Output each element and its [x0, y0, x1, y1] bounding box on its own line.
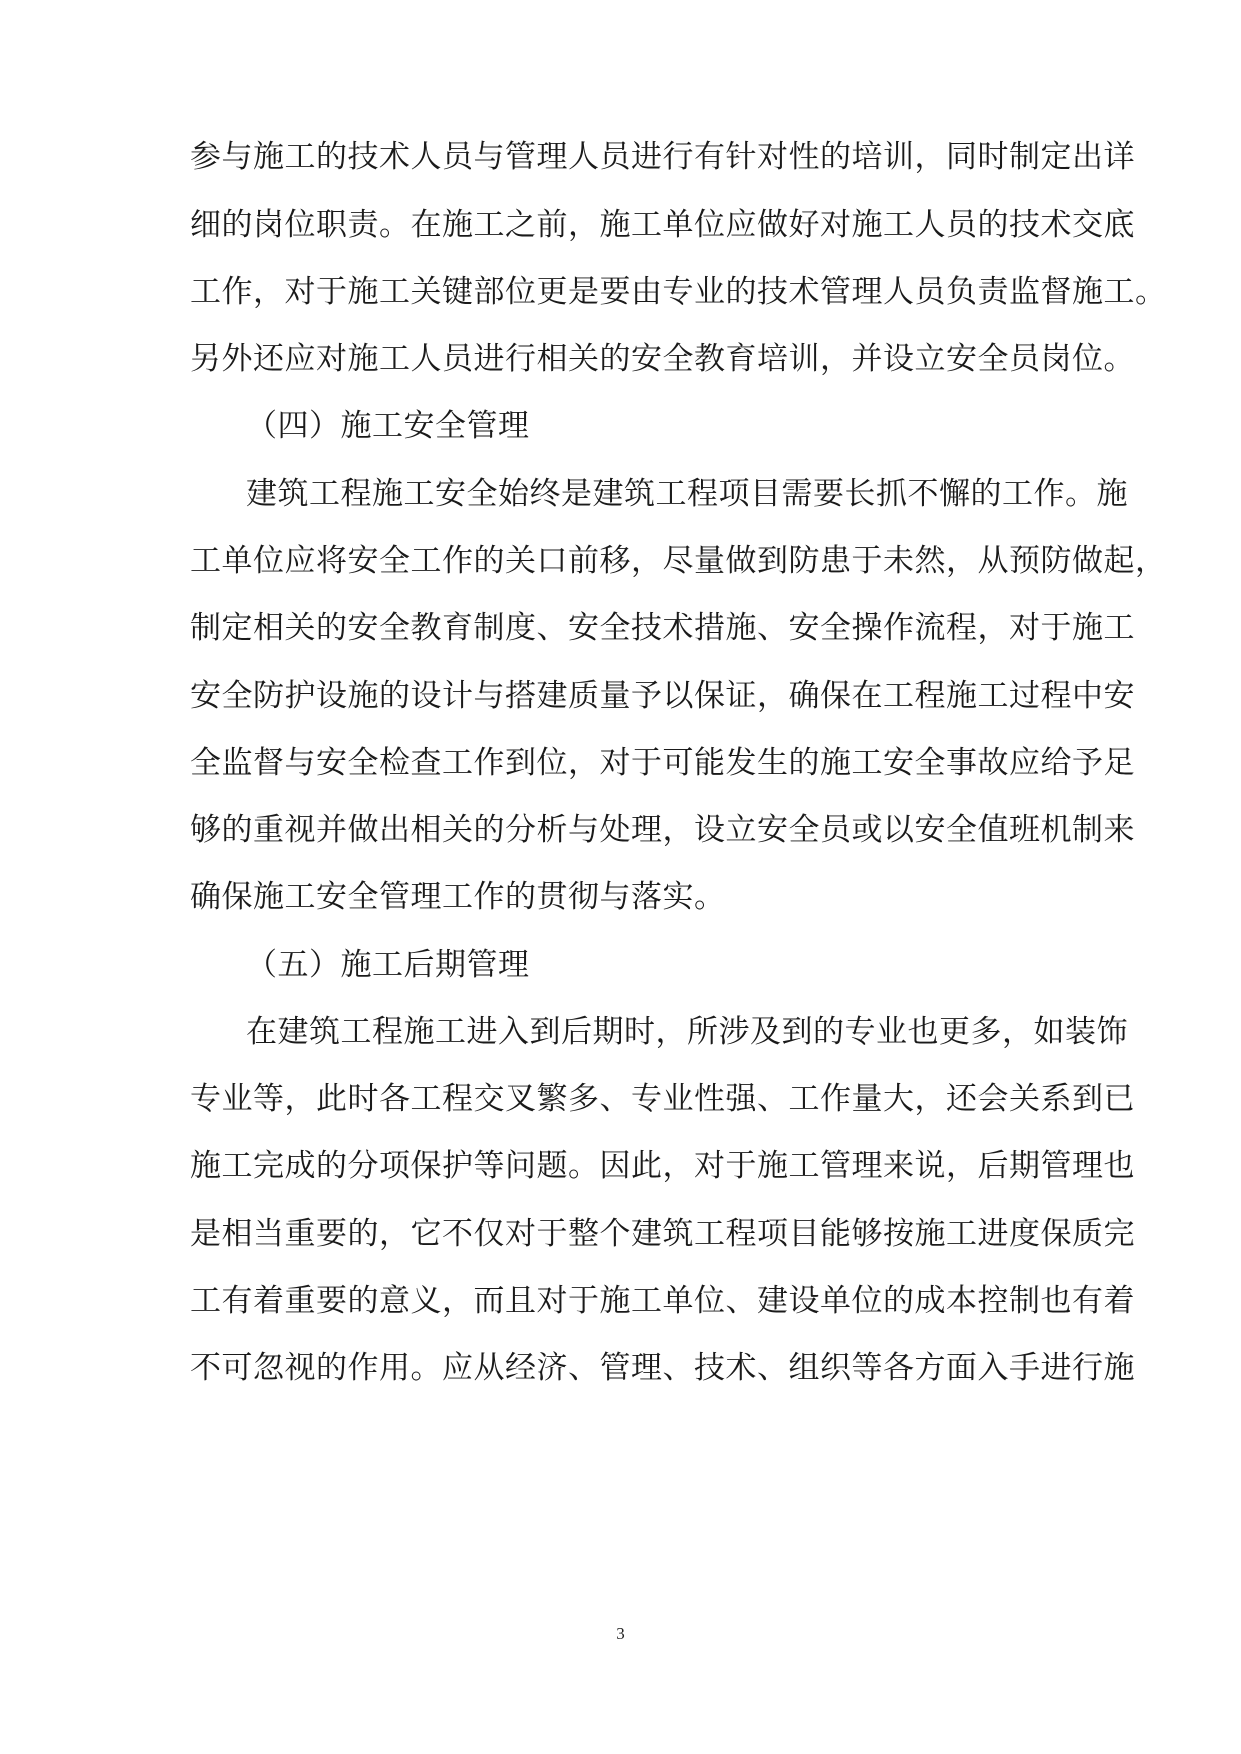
text-line: 安全防护设施的设计与搭建质量予以保证，确保在工程施工过程中安	[190, 678, 1135, 714]
text-line: 是相当重要的，它不仅对于整个建筑工程项目能够按施工进度保质完	[190, 1216, 1135, 1252]
text-line: 另外还应对施工人员进行相关的安全教育培训，并设立安全员岗位。	[190, 341, 1135, 377]
text-line: 工单位应将安全工作的关口前移，尽量做到防患于未然，从预防做起，	[190, 543, 1167, 579]
text-line: 专业等，此时各工程交叉繁多、专业性强、工作量大，还会关系到已	[190, 1081, 1135, 1117]
text-line: 工有着重要的意义，而且对于施工单位、建设单位的成本控制也有着	[190, 1283, 1135, 1319]
text-line: 工作，对于施工关键部位更是要由专业的技术管理人员负责监督施工。	[190, 274, 1167, 310]
text-line: 全监督与安全检查工作到位，对于可能发生的施工安全事故应给予足	[190, 745, 1135, 781]
text-line: 施工完成的分项保护等问题。因此，对于施工管理来说，后期管理也	[190, 1148, 1135, 1184]
text-line: 细的岗位职责。在施工之前，施工单位应做好对施工人员的技术交底	[190, 207, 1135, 243]
text-line: 建筑工程施工安全始终是建筑工程项目需要长抓不懈的工作。施	[246, 476, 1128, 512]
text-line: 在建筑工程施工进入到后期时，所涉及到的专业也更多，如装饰	[246, 1014, 1128, 1050]
page-number: 3	[616, 1624, 625, 1643]
text-line: 制定相关的安全教育制度、安全技术措施、安全操作流程，对于施工	[190, 610, 1135, 646]
text-line: 参与施工的技术人员与管理人员进行有针对性的培训，同时制定出详	[190, 139, 1135, 175]
text-line: 不可忽视的作用。应从经济、管理、技术、组织等各方面入手进行施	[190, 1350, 1135, 1386]
section-heading: （四）施工安全管理	[246, 408, 530, 444]
text-line: 确保施工安全管理工作的贯彻与落实。	[190, 879, 726, 915]
text-line: 够的重视并做出相关的分析与处理，设立安全员或以安全值班机制来	[190, 812, 1135, 848]
section-heading: （五）施工后期管理	[246, 947, 530, 983]
